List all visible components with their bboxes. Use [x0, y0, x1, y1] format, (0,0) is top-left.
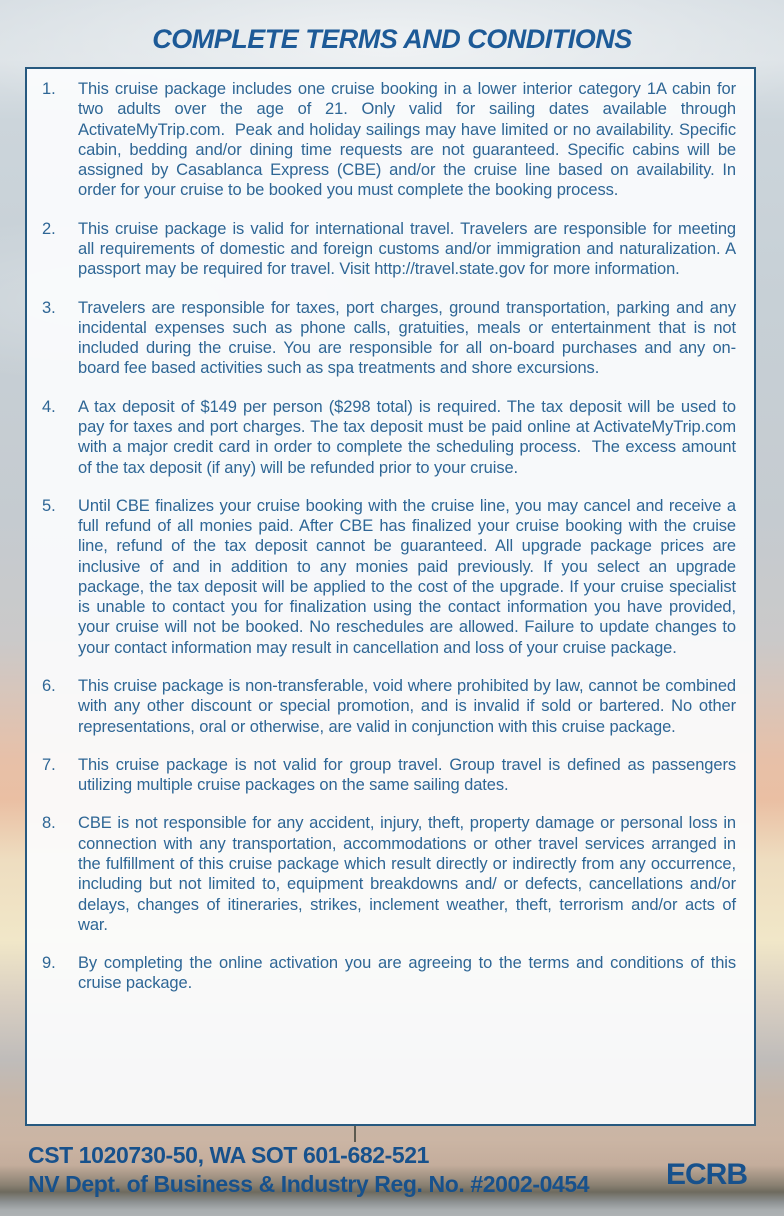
term-text: This cruise package is valid for international travel. Travelers are responsible for meeting all requirements of domestic and foreign customs and/or immigration and naturalization. A passport may be required for travel. Visit http://travel.state.gov for more information. [78, 219, 741, 279]
footer-registration-line-1: CST 1020730-50, WA SOT 601-682-521 [28, 1142, 430, 1168]
term-text: Until CBE finalizes your cruise booking with the cruise line, you may cancel and receive a full refund of all monies paid. After CBE has finalized your cruise booking with the cruise line, refund of the tax deposit cannot be guaranteed. All upgrade package prices are inclusive of and in addition to any monies paid previously. If you select an upgrade package, the tax deposit will be applied to the cost of the upgrade. If your cruise specialist is unable to contact you for finalization using the contact information you have provided, your cruise will not be booked. No reschedules are allowed. Failure to update changes to your contact information may result in cancellation and loss of your cruise package. [78, 496, 741, 657]
ecrb-badge: ECRB [665, 1158, 747, 1191]
term-text: This cruise package is non-transferable, void where prohibited by law, cannot be combined with any other discount or special promotion, and is invalid if sold or bartered. No other representations, oral or otherwise, are valid in conjunction with this cruise package. [78, 677, 741, 736]
term-item-1 [42, 79, 741, 201]
term-text: This cruise package is not valid for group travel. Group travel is defined as passengers utilizing multiple cruise packages on the same sailing dates. [78, 755, 741, 795]
term-number: 6. [42, 677, 56, 696]
term-item-9 [42, 953, 741, 994]
beach-photo-detail [354, 1126, 356, 1142]
term-text: By completing the online activation you are agreeing to the terms and conditions of this cruise package. [78, 954, 741, 993]
term-number: 5. [42, 496, 56, 515]
term-number: 7. [42, 755, 56, 774]
term-item-4 [42, 397, 741, 478]
page-title: COMPLETE TERMS AND CONDITIONS [152, 24, 632, 54]
term-number: 3. [42, 298, 56, 317]
term-text: A tax deposit of $149 per person ($298 total) is required. The tax deposit will be used to pay for taxes and port charges. The tax deposit must be paid online at ActivateMyTrip.com with a major credit card in order to complete the scheduling process. The excess amount of the tax deposit (if any) will be refunded prior to your cruise. [78, 397, 741, 477]
footer [28, 1141, 756, 1199]
term-text: Travelers are responsible for taxes, port charges, ground transportation, parking and any incidental expenses such as phone calls, gratuities, meals or entertainment that is not included during the cruise. You are responsible for all on-board purchases and any on-board fee based activities such as spa treatments and shore excursions. [78, 298, 741, 378]
term-number: 4. [42, 397, 56, 416]
footer-registration-line-2: NV Dept. of Business & Industry Reg. No. #2002-0454 [28, 1171, 590, 1197]
term-number: 1. [42, 80, 56, 98]
term-item-5 [42, 496, 741, 658]
term-item-7 [42, 755, 741, 796]
terms-box [25, 67, 756, 1126]
term-item-8 [42, 813, 741, 935]
term-text: CBE is not responsible for any accident, injury, theft, property damage or personal loss in connection with any transportation, accommodations or other travel services arranged in the fulfillment of this cruise package which result directly or indirectly from any occurrence, including but not limited to, equipment breakdowns and/ or defects, cancellations and/or delays, changes of itineraries, strikes, inclement weather, theft, terrorism and/or acts of war. [78, 814, 741, 934]
term-number: 8. [42, 814, 56, 833]
term-item-3 [42, 298, 741, 379]
term-number: 2. [42, 219, 56, 238]
term-item-2 [42, 219, 741, 280]
term-text: This cruise package includes one cruise booking in a lower interior category 1A cabin for two adults over the age of 21. Only valid for sailing dates available through ActivateMyTrip.com. Peak and holiday sailings may have limited or no availability. Specific cabin, bedding and/or dining time requests are not guaranteed. Specific cabins will be assigned by Casablanca Express (CBE) and/or the cruise line based on availability. In order for your cruise to be booked you must complete the booking process. [78, 80, 741, 200]
term-item-6 [42, 676, 741, 737]
term-number: 9. [42, 954, 56, 973]
